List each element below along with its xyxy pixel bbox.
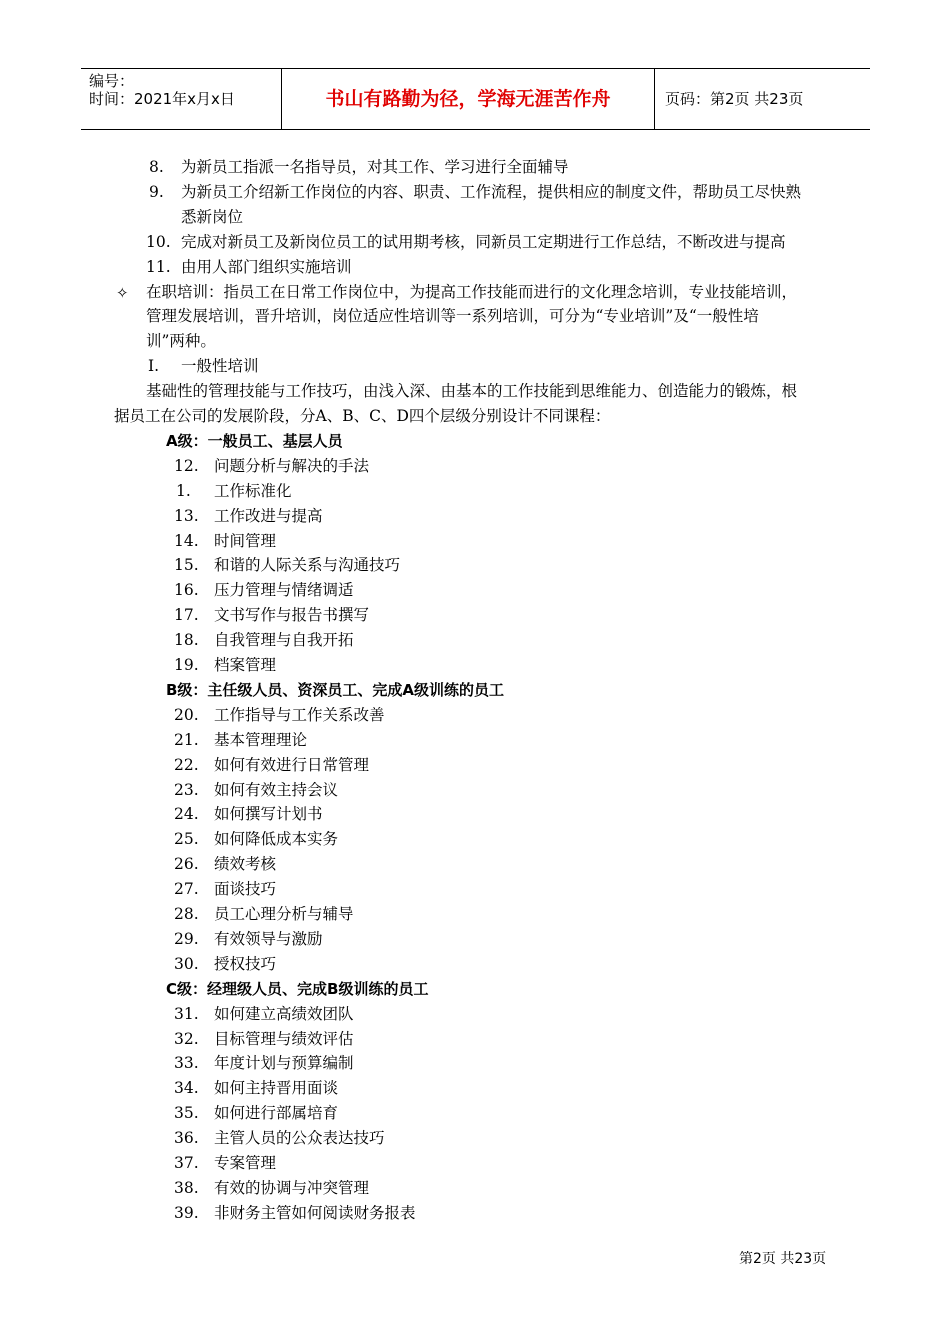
item-number: 18. (174, 631, 199, 650)
item-text: C级：经理级人员、完成B级训练的员工 (166, 979, 429, 998)
item-number: 33. (174, 1054, 199, 1073)
item-text: 为新员工介绍新工作岗位的内容、职责、工作流程，提供相应的制度文件，帮助员工尽快熟 (181, 182, 802, 201)
item-number: I. (148, 357, 160, 376)
item-number: 20. (174, 705, 199, 724)
item-text: 一般性培训 (181, 357, 259, 376)
item-text: 绩效考核 (214, 855, 277, 874)
item-text: 工作标准化 (214, 481, 292, 500)
item-text: 如何降低成本实务 (214, 830, 339, 849)
item-text: 目标管理与绩效评估 (214, 1029, 354, 1048)
item-number: 35. (174, 1104, 199, 1123)
item-text: 专案管理 (214, 1154, 277, 1172)
item-number: 10. (146, 232, 171, 251)
item-number: 21. (174, 730, 199, 749)
item-number: 13. (174, 506, 199, 525)
item-number: 38. (174, 1178, 199, 1197)
item-text: 由用人部门组织实施培训 (181, 257, 352, 276)
item-number: 36. (174, 1129, 199, 1148)
item-number: 25. (174, 830, 199, 849)
item-text: 完成对新员工及新岗位员工的试用期考核，同新员工定期进行工作总结，不断改进与提高 (181, 232, 786, 251)
item-number: 29. (174, 929, 199, 948)
item-number: 22. (174, 755, 199, 774)
item-number: 31. (174, 1004, 199, 1023)
item-number: 34. (174, 1079, 199, 1098)
doc-time-label: 时间：2021年x月x日 (89, 90, 235, 108)
item-number: 37. (174, 1154, 199, 1172)
item-number: 26. (174, 855, 199, 874)
item-number: 32. (174, 1029, 199, 1048)
item-text: 管理发展培训，晋升培训，岗位适应性培训等一系列培训，可分为“专业培训”及“一般性培 (146, 307, 759, 326)
item-text: 有效领导与激励 (214, 929, 323, 948)
item-text: 在职培训：指员工在日常工作岗位中，为提高工作技能而进行的文化理念培训，专业技能培训， (146, 282, 798, 301)
item-text: 基本管理理论 (214, 730, 308, 749)
item-text: 工作改进与提高 (214, 506, 323, 525)
item-text: 如何主持晋用面谈 (214, 1079, 339, 1098)
item-text: 非财务主管如何阅读财务报表 (214, 1203, 416, 1222)
item-text: B级：主任级人员、资深员工、完成A级训练的员工 (166, 680, 505, 699)
item-number: 15. (174, 556, 199, 575)
item-number: 30. (174, 954, 199, 973)
diamond-bullet-icon: ✧ (116, 283, 129, 302)
item-text: 档案管理 (214, 656, 277, 674)
header-page-number: 页码：第2页 共23页 (665, 90, 804, 108)
item-number: 1. (176, 481, 191, 500)
page-footer: 第2页 共23页 (739, 1251, 827, 1267)
item-text: 为新员工指派一名指导员，对其工作、学习进行全面辅导 (181, 158, 569, 176)
item-number: 24. (174, 805, 199, 824)
item-number: 39. (174, 1203, 199, 1222)
item-number: 23. (174, 780, 199, 799)
item-text: 面谈技巧 (214, 880, 277, 899)
item-number: 17. (174, 606, 199, 625)
header-meta (81, 69, 282, 129)
item-number: 14. (174, 531, 199, 550)
item-number: 19. (174, 656, 199, 674)
page-header (81, 68, 870, 130)
item-number: 9. (149, 182, 164, 201)
item-text: 文书写作与报告书撰写 (214, 606, 370, 625)
item-text: 如何有效进行日常管理 (214, 755, 370, 774)
item-text: 如何有效主持会议 (214, 780, 339, 799)
item-number: 11. (146, 257, 171, 276)
header-motto: 书山有路勤为径，学海无涯苦作舟 (282, 69, 655, 129)
item-text: 基础性的管理技能与工作技巧，由浅入深、由基本的工作技能到思维能力、创造能力的锻炼，根 (146, 382, 798, 401)
item-text: 有效的协调与冲突管理 (214, 1178, 370, 1197)
doc-number-label: 编号： (89, 72, 135, 90)
item-text: 和谐的人际关系与沟通技巧 (214, 556, 401, 575)
item-text: 训”两种。 (146, 332, 216, 351)
item-number: 16. (174, 581, 199, 600)
item-text: 员工心理分析与辅导 (214, 905, 354, 923)
item-number: 28. (174, 905, 199, 923)
item-text: 年度计划与预算编制 (214, 1054, 354, 1073)
item-text: 如何撰写计划书 (214, 805, 323, 824)
item-text: 问题分析与解决的手法 (214, 456, 370, 475)
item-number: 8. (149, 158, 164, 176)
item-number: 27. (174, 880, 199, 899)
item-text: 据员工在公司的发展阶段，分A、B、C、D四个层级分别设计不同课程： (114, 407, 611, 425)
item-text: 工作指导与工作关系改善 (214, 705, 385, 724)
item-text: 如何进行部属培育 (214, 1104, 339, 1123)
item-text: 压力管理与情绪调适 (214, 581, 354, 600)
item-text: 时间管理 (214, 531, 277, 550)
item-text: 自我管理与自我开拓 (214, 631, 354, 650)
item-text: A级：一般员工、基层人员 (166, 431, 343, 450)
item-number: 12. (174, 456, 199, 475)
item-text: 悉新岗位 (181, 207, 244, 226)
item-text: 如何建立高绩效团队 (214, 1004, 354, 1023)
item-text: 主管人员的公众表达技巧 (214, 1129, 385, 1148)
item-text: 授权技巧 (214, 954, 277, 973)
